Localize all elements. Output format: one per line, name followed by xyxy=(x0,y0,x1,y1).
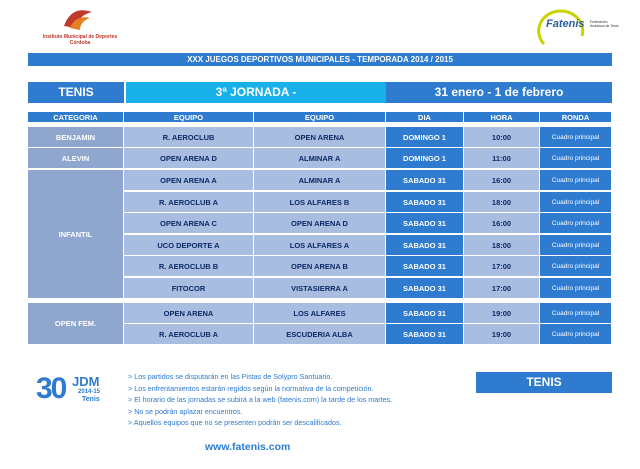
hora-cell: 17:00 xyxy=(464,278,540,299)
imd-logo-line2: Córdoba xyxy=(69,40,91,46)
jdm-logo-years: 2014-15 xyxy=(78,389,101,395)
notes-list xyxy=(128,371,458,429)
hora-cell: 16:00 xyxy=(464,213,540,234)
fatenis-logo xyxy=(534,6,624,52)
equipo-visitante-cell: ESCUDERIA ALBA xyxy=(254,324,386,345)
sport-label: TENIS xyxy=(28,82,124,103)
ronda-cell: Cuadro principal xyxy=(540,127,612,148)
equipo-local-cell: OPEN ARENA D xyxy=(124,148,254,169)
footer-sport-box: TENIS xyxy=(476,372,612,393)
hora-header: HORA xyxy=(464,112,540,123)
equipo-local-cell: R. AEROCLUB xyxy=(124,127,254,148)
dia-cell: DOMINGO 1 xyxy=(386,127,464,148)
ronda-cell: Cuadro principal xyxy=(540,192,612,213)
dia-cell: SABADO 31 xyxy=(386,213,464,234)
hora-cell: 19:00 xyxy=(464,324,540,345)
equipo-visitante-header: EQUIPO xyxy=(254,112,386,123)
equipo-visitante-cell: OPEN ARENA D xyxy=(254,213,386,234)
hora-cell: 18:00 xyxy=(464,235,540,256)
category-cell: INFANTIL xyxy=(28,170,124,299)
equipo-visitante-cell: ALMINAR A xyxy=(254,148,386,169)
note-item: > Aquellos equipos que no se presenten podrán ser descalificados. xyxy=(128,418,342,427)
categoria-header: CATEGORIA xyxy=(28,112,124,123)
equipo-local-cell: R. AEROCLUB A xyxy=(124,324,254,345)
dia-cell: SABADO 31 xyxy=(386,170,464,191)
ronda-cell: Cuadro principal xyxy=(540,278,612,299)
jdm-logo-number: 30 xyxy=(36,372,66,405)
ronda-cell: Cuadro principal xyxy=(540,324,612,345)
dia-cell: DOMINGO 1 xyxy=(386,148,464,169)
dia-cell: SABADO 31 xyxy=(386,235,464,256)
note-item: > El horario de las jornadas se subirá a la web (fatenis.com) la tarde de los martes. xyxy=(128,395,393,404)
fatenis-logo-sub: Federación Andaluza de Tenis xyxy=(590,20,619,28)
dia-cell: SABADO 31 xyxy=(386,192,464,213)
equipo-visitante-cell: LOS ALFARES xyxy=(254,303,386,324)
equipo-visitante-cell: OPEN ARENA B xyxy=(254,256,386,277)
ronda-cell: Cuadro principal xyxy=(540,213,612,234)
note-item: > Los partidos se disputarán en las Pistas de Solypro Santuario. xyxy=(128,372,333,381)
hora-cell: 17:00 xyxy=(464,256,540,277)
equipo-visitante-cell: LOS ALFARES B xyxy=(254,192,386,213)
website-link[interactable]: www.fatenis.com xyxy=(205,441,291,453)
category-cell: BENJAMIN xyxy=(28,127,124,148)
jdm-logo-idm: JDM xyxy=(72,374,100,389)
dia-cell: SABADO 31 xyxy=(386,324,464,345)
jornada-label: 3ª JORNADA - xyxy=(124,82,386,103)
equipo-local-cell: OPEN ARENA C xyxy=(124,213,254,234)
equipo-local-cell: R. AEROCLUB A xyxy=(124,192,254,213)
equipo-local-cell: R. AEROCLUB B xyxy=(124,256,254,277)
imd-logo-line1: Instituto Municipal de Deportes xyxy=(42,34,118,40)
equipo-local-cell: OPEN ARENA xyxy=(124,303,254,324)
ronda-cell: Cuadro principal xyxy=(540,303,612,324)
dia-header: DIA xyxy=(386,112,464,123)
jdm-30-logo xyxy=(36,372,122,412)
ronda-cell: Cuadro principal xyxy=(540,256,612,277)
hora-cell: 18:00 xyxy=(464,192,540,213)
equipo-visitante-cell: LOS ALFARES A xyxy=(254,235,386,256)
imd-logo xyxy=(30,6,130,52)
hora-cell: 19:00 xyxy=(464,303,540,324)
dates-label: 31 enero - 1 de febrero xyxy=(386,82,612,103)
note-item: > No se podrán aplazar encuentros. xyxy=(128,406,243,416)
hora-cell: 16:00 xyxy=(464,170,540,191)
equipo-local-cell: UCO DEPORTE A xyxy=(124,235,254,256)
dia-cell: SABADO 31 xyxy=(386,303,464,324)
ronda-cell: Cuadro principal xyxy=(540,148,612,169)
equipo-visitante-cell: ALMINAR A xyxy=(254,170,386,191)
category-cell: ALEVIN xyxy=(28,148,124,169)
equipo-local-cell: FITOCOR xyxy=(124,278,254,299)
dia-cell: SABADO 31 xyxy=(386,256,464,277)
fatenis-logo-name: Fatenis xyxy=(546,18,585,30)
equipo-local-header: EQUIPO xyxy=(124,112,254,123)
note-item: > Los enfrentamientos estarán regidos según la normativa de la competición. xyxy=(128,383,374,393)
dia-cell: SABADO 31 xyxy=(386,278,464,299)
ronda-cell: Cuadro principal xyxy=(540,170,612,191)
ronda-cell: Cuadro principal xyxy=(540,235,612,256)
jdm-logo-sport: Tenis xyxy=(82,396,100,403)
hora-cell: 10:00 xyxy=(464,127,540,148)
equipo-visitante-cell: VISTASIERRA A xyxy=(254,278,386,299)
ronda-header: RONDA xyxy=(540,112,612,123)
hora-cell: 11:00 xyxy=(464,148,540,169)
category-cell: OPEN FEM. xyxy=(28,303,124,345)
equipo-visitante-cell: OPEN ARENA xyxy=(254,127,386,148)
imd-logo-icon xyxy=(60,6,96,32)
page-title: XXX JUEGOS DEPORTIVOS MUNICIPALES - TEMPORADA 2014 / 2015 xyxy=(28,53,612,66)
equipo-local-cell: OPEN ARENA A xyxy=(124,170,254,191)
